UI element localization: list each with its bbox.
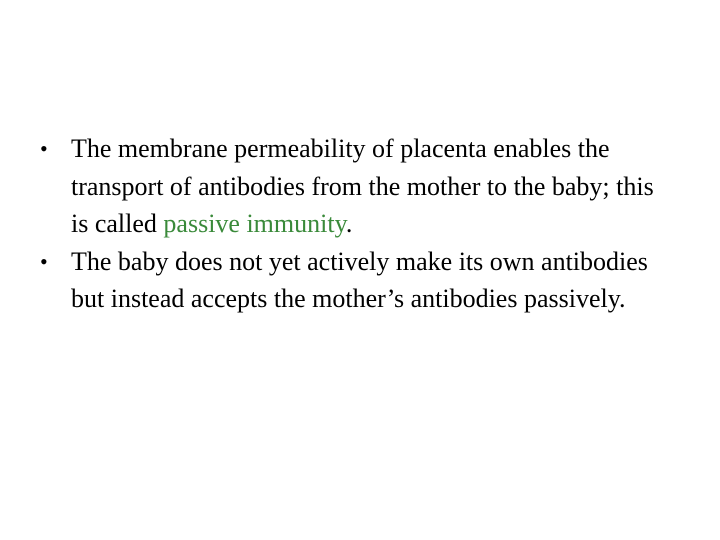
highlight-term: passive immunity <box>163 209 346 238</box>
bullet-icon: • <box>40 136 48 161</box>
bullet-item-2 <box>40 243 660 318</box>
bullet-list <box>40 130 660 318</box>
bullet-icon: • <box>40 248 48 274</box>
bullet-item-1 <box>40 130 660 243</box>
bullet-text-1-end: . <box>345 209 353 238</box>
bullet-text-1: The membrane permeability of placenta enables the transport of antibodies from the mother to the baby; this is called <box>71 134 654 238</box>
bullet-text-2: The baby does not yet actively make its own antibodies but instead accepts the mother’s antibodies passively. <box>71 246 648 313</box>
